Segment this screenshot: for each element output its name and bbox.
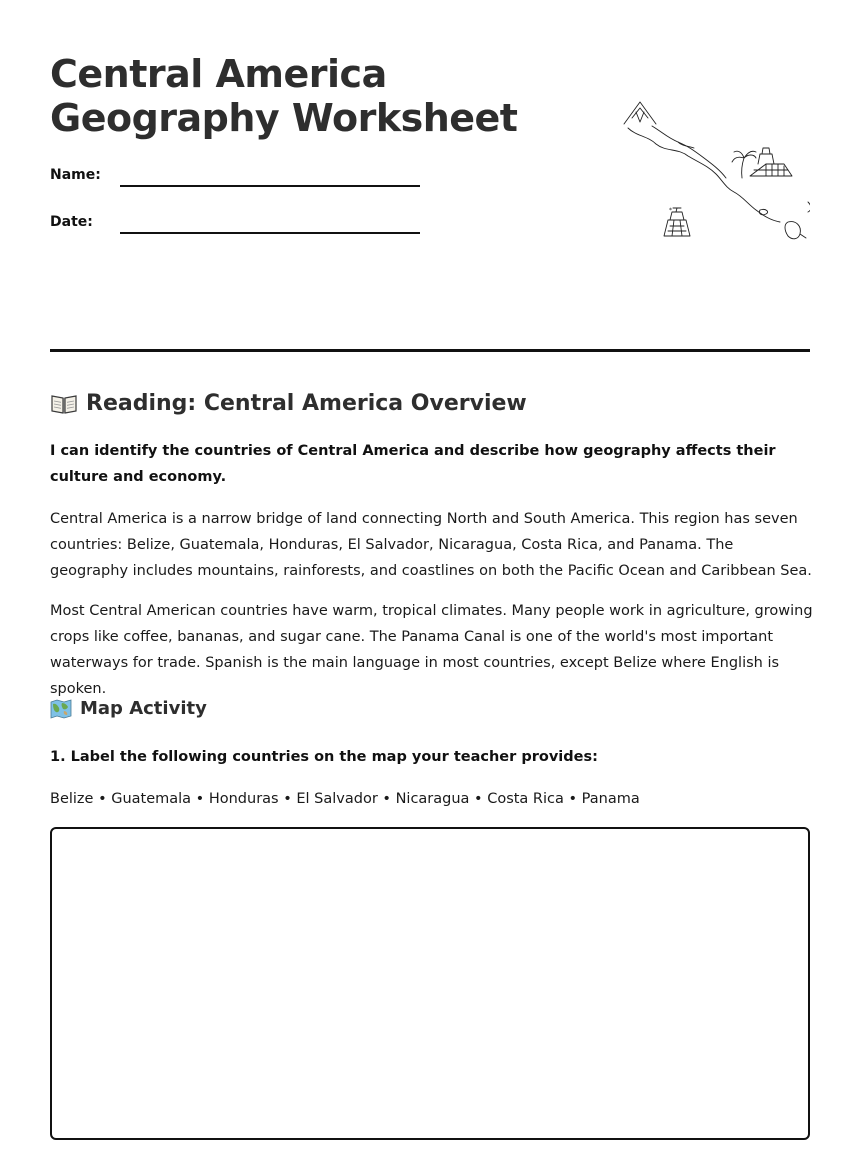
country-list: Belize • Guatemala • Honduras • El Salvador • Nicaragua • Costa Rica • Panama	[50, 791, 640, 807]
header-divider	[50, 349, 810, 352]
date-label: Date:	[50, 214, 93, 230]
page-title: Central America Geography Worksheet	[50, 52, 518, 140]
worksheet-page	[50, 0, 813, 1161]
central-america-map-sketch-icon	[570, 90, 810, 250]
open-book-icon	[50, 393, 78, 415]
name-field[interactable]	[50, 167, 430, 197]
date-line[interactable]	[120, 232, 420, 234]
map-instruction: 1. Label the following countries on the map your teacher provides:	[50, 749, 598, 765]
worksheet-header	[50, 0, 810, 352]
learning-objective: I can identify the countries of Central America and describe how geography affects their culture and economy.	[50, 443, 776, 485]
date-field[interactable]	[50, 214, 430, 244]
svg-text:*: *	[669, 207, 672, 214]
reading-heading	[50, 390, 527, 418]
name-line[interactable]	[120, 185, 420, 187]
reading-heading-text: Reading: Central America Overview	[86, 391, 527, 416]
map-activity-heading-text: Map Activity	[80, 698, 207, 719]
reading-paragraph-1: Central America is a narrow bridge of land connecting North and South America. This region has seven countries: Belize, Guatemala, Honduras, El Salvador, Nicaragua, Costa Rica, and Panama. The geography includes mountains, rainforests, and coastlines on both the Pacific Ocean and Caribbean Sea.	[50, 511, 812, 579]
map-answer-box[interactable]	[50, 827, 810, 1140]
name-label: Name:	[50, 167, 101, 183]
reading-paragraph-2: Most Central American countries have warm, tropical climates. Many people work in agriculture, growing crops like coffee, bananas, and sugar cane. The Panama Canal is one of the world's most important waterways for trade. Spanish is the main language in most countries, except Belize where English is spoken.	[50, 603, 813, 697]
map-activity-heading	[50, 697, 207, 721]
world-map-icon	[50, 699, 72, 719]
